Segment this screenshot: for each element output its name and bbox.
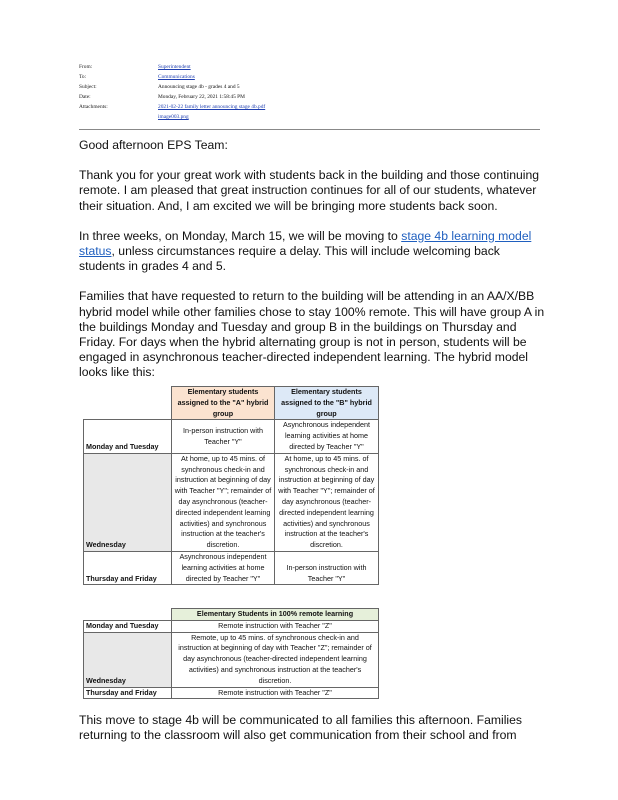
hybrid-schedule-table xyxy=(83,386,379,585)
attachments-row xyxy=(79,102,265,112)
greeting: Good afternoon EPS Team: xyxy=(79,138,228,152)
table-row xyxy=(84,551,379,584)
remote-cell: Remote instruction with Teacher "Z" xyxy=(172,687,379,699)
group-a-cell: In-person instruction with Teacher "Y" xyxy=(172,420,275,453)
from-row xyxy=(79,62,265,72)
remote-cell: Remote instruction with Teacher "Z" xyxy=(172,620,379,632)
date-row xyxy=(79,92,265,102)
remote-cell: Remote, up to 45 mins. of synchronous check-in and instruction at beginning of day with Teacher "Z"; remainder of day asynchronous (teacher-directed independent learning activities) and synchronous instruction at the teacher's discretion. xyxy=(172,632,379,687)
remote-header: Elementary Students in 100% remote learning xyxy=(172,609,379,621)
to-label: To: xyxy=(79,74,87,80)
group-a-header: Elementary students assigned to the "A" hybrid group xyxy=(172,387,275,420)
paragraph-stage-4b xyxy=(79,229,547,275)
header-divider xyxy=(79,129,540,130)
attachment-pdf-link[interactable]: 2021-02-22 family letter announcing stage 4b.pdf xyxy=(158,104,266,110)
to-row xyxy=(79,72,265,82)
table-row xyxy=(84,687,379,699)
table-row xyxy=(84,620,379,632)
row-day-label: Wednesday xyxy=(84,453,172,551)
group-b-cell: In-person instruction with Teacher "Y" xyxy=(275,551,379,584)
stage-4b-learning-model-link[interactable]: stage 4b learning model status xyxy=(79,228,532,259)
row-day-label: Monday and Tuesday xyxy=(84,420,172,453)
table-row xyxy=(84,420,379,453)
date-label: Date: xyxy=(79,94,91,100)
paragraph-thanks: Thank you for your great work with students back in the building and those continuing remote. I am pleased that great instruction continues for all of our students, whatever their situation. And, I am excited we will be bringing more students back soon. xyxy=(79,168,540,213)
attachment-image-link[interactable]: image003.png xyxy=(158,114,189,120)
attachments-row-2 xyxy=(79,112,265,122)
subject-label: Subject: xyxy=(79,84,97,90)
from-value-link[interactable]: Superintendent xyxy=(158,64,191,70)
attachments-label: Attachments: xyxy=(79,104,108,110)
paragraph-communication: This move to stage 4b will be communicated to all families this afternoon. Families returning to the classroom will also get communication from their school and from xyxy=(79,713,523,743)
group-b-cell: Asynchronous independent learning activities at home directed by Teacher "Y" xyxy=(275,420,379,453)
row-day-label: Thursday and Friday xyxy=(84,687,172,699)
letter-body xyxy=(79,138,547,396)
email-header xyxy=(79,62,265,122)
row-day-label: Wednesday xyxy=(84,632,172,687)
group-a-cell: At home, up to 45 mins. of synchronous check-in and instruction at beginning of day with Teacher "Y"; remainder of day asynchronous (teacher-directed independent learning activities) and synchronous instruction at the teacher's discretion. xyxy=(172,453,275,551)
paragraph-stage-4b-end: , unless circumstances require a delay. This will include welcoming back students in grades 4 and 5. xyxy=(79,244,500,274)
table-header-row xyxy=(84,387,379,420)
row-day-label: Thursday and Friday xyxy=(84,551,172,584)
paragraph-hybrid-model: Families that have requested to return to the building will be attending in an AA/X/BB hybrid model while other families chose to stay 100% remote. This will have group A in the buildings Monday and Tuesday and group B in the buildings on Thursday and Friday. For days when the hybrid alternating group is not in person, students will be engaged in asynchronous teacher-directed independent learning. The hybrid model looks like this: xyxy=(79,289,545,380)
group-b-header: Elementary students assigned to the "B" hybrid group xyxy=(275,387,379,420)
from-label: From: xyxy=(79,64,93,70)
subject-value: Announcing stage 4b - grades 4 and 5 xyxy=(158,84,240,90)
group-a-cell: Asynchronous independent learning activities at home directed by Teacher "Y" xyxy=(172,551,275,584)
to-value-link[interactable]: Communications xyxy=(158,74,195,80)
paragraph-stage-4b-start: In three weeks, on Monday, March 15, we will be moving to xyxy=(79,228,402,243)
date-value: Monday, February 22, 2021 1:58:45 PM xyxy=(158,94,245,100)
table-row xyxy=(84,453,379,551)
remote-schedule-table xyxy=(83,608,379,699)
group-b-cell: At home, up to 45 mins. of synchronous check-in and instruction at beginning of day with Teacher "Y"; remainder of day asynchronous (teacher-directed independent learning activities) and synchronous instruction at the teacher's discretion. xyxy=(275,453,379,551)
subject-row xyxy=(79,82,265,92)
table-header-row xyxy=(84,609,379,621)
row-day-label: Monday and Tuesday xyxy=(84,620,172,632)
table-row xyxy=(84,632,379,687)
